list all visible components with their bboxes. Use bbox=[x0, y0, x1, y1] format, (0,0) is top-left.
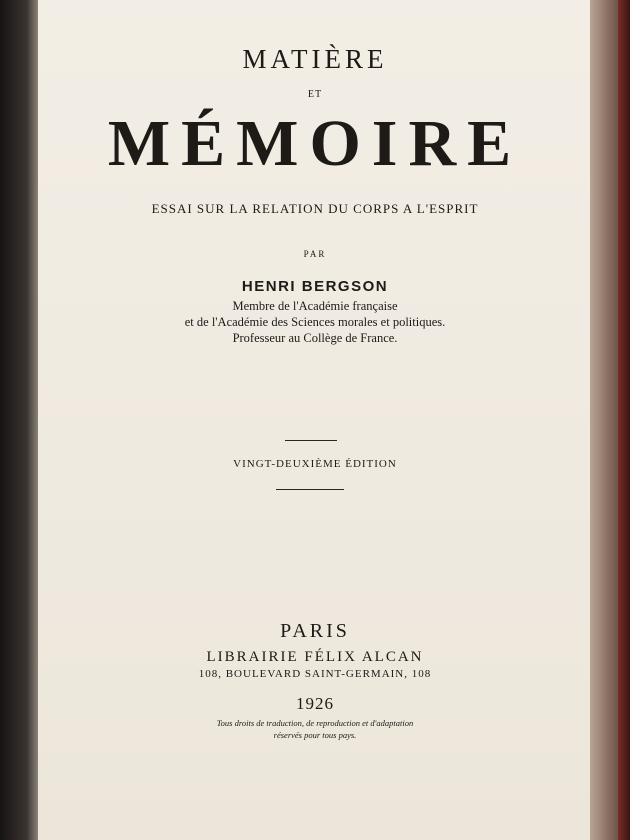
divider-rule bbox=[285, 440, 337, 441]
title-conjunction: ET bbox=[307, 89, 323, 100]
rights-notice: réservés pour tous pays. bbox=[273, 730, 357, 740]
credential-line: Professeur au Collège de France. bbox=[232, 331, 398, 345]
publication-year: 1926 bbox=[296, 694, 334, 713]
title-top: MATIÈRE bbox=[242, 44, 388, 74]
author-name: HENRI BERGSON bbox=[241, 278, 389, 295]
subtitle: ESSAI SUR LA RELATION DU CORPS A L'ESPRIT bbox=[151, 201, 479, 216]
credential-line: et de l'Académie des Sciences morales et politiques. bbox=[184, 315, 446, 329]
credential-line: Membre de l'Académie française bbox=[232, 299, 398, 313]
by-label: PAR bbox=[303, 249, 327, 259]
city: PARIS bbox=[280, 620, 350, 642]
publisher: LIBRAIRIE FÉLIX ALCAN bbox=[206, 649, 424, 665]
title-main: MÉMOIRE bbox=[107, 107, 523, 180]
divider-rule bbox=[276, 489, 344, 490]
publisher-address: 108, BOULEVARD SAINT-GERMAIN, 108 bbox=[198, 668, 432, 680]
rights-notice: Tous droits de traduction, de reproduction et d'adaptation bbox=[216, 718, 414, 728]
edition-label: VINGT-DEUXIÈME ÉDITION bbox=[233, 458, 397, 470]
